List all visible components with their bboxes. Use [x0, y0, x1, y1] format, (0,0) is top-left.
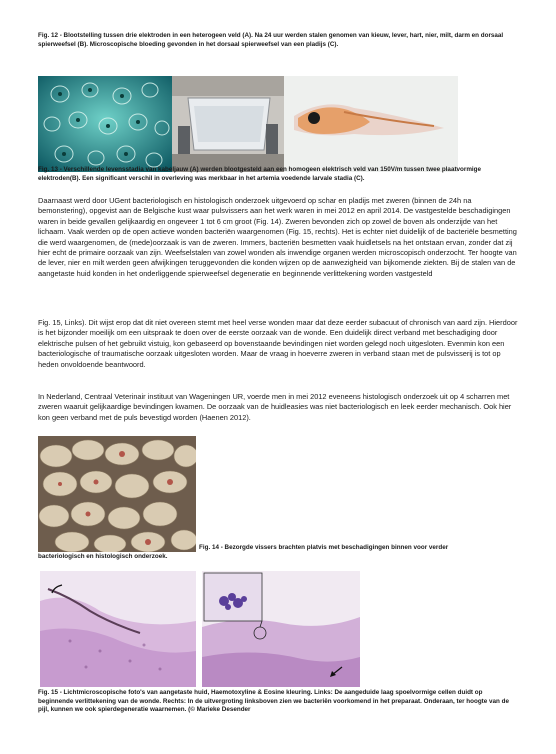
- histology-right-photo: [202, 571, 360, 687]
- electrode-tank-photo: [172, 76, 284, 172]
- cod-larva-photo: [284, 76, 458, 172]
- fig13-caption: Fig. 13 - Verschillende levensstadia van kabeljauw (A) werden blootgesteld aan een homogeen elektrisch veld van 150V/m tussen twee plaatvormige elektroden(B). Een significant verschil in overleving was merkbaar in het artemia voedende larvale stadia (C).: [38, 166, 482, 182]
- paragraph-3: In Nederland, Centraal Veterinair instituut van Wageningen UR, voerde men in mei 2012 eveneens histologisch onderzoek uit op 4 scharren met zweren waaruit gelijkaardige bevindingen kwamen. De oorzaak van de huidleasies was niet bacteriologisch en leek eerder mechanisch. Ook hier kon geen verband met de puls bevestigd worden (Haenen 2012).: [38, 392, 512, 422]
- paragraph-2: Fig. 15, Links). Dit wijst erop dat dit niet overeen stemt met heel verse wonden maar dat deze eerder subacuut of chronisch van aard zijn. Hierdoor is het bijzonder moeilijk om een uitspraak te doen over de eerste oorzaak van de wonde. Een duidelijk direct verband met beschadiging door elektrische pulsen of het gebruikt vistuig, kon gebaseerd op bovenstaande bevindingen niet worden gelegd noch uitgesloten. Evenmin kon een bacteriologische of traumatische oorzaak uitgesloten worden. Maar de vraag in hoeverre zweren in verband staan met de pulsvisserij is tot op heden onvoldoende beantwoord.: [38, 318, 518, 369]
- fig15-caption: Fig. 15 - Lichtmicroscopische foto's van aangetaste huid, Haemotoxyline & Eosine kleuring. Links: De aangeduide laag spoelvormige cellen duidt op beginnende verlittekening van de wonde. Rechts: In de uitvergroting linksboven zien we bacteriën voorkomend in het preparaat. Onderaan, ter hoogte van de pijl, kunnen we ook spierdegeneratie waarnemen. (© Marieke Desender: [38, 689, 509, 714]
- fig12-caption: Fig. 12 - Blootstelling tussen drie elektroden in een heterogeen veld (A). Na 24 uur werden stalen genomen van kieuw, lever, hart, nier, milt, darm en dorsaal spierweefsel (B). Microscopische bloeding gevonden in het dorsaal spierweefsel van een pladijs (C).: [38, 32, 504, 48]
- fig14-caption-line-2: bacteriologisch en histologisch onderzoek.: [38, 553, 168, 560]
- paragraph-1: Daarnaast werd door UGent bacteriologisch en histologisch onderzoek uitgevoerd op schar en pladijs met zweren (binnen de 24h na bemonstering), opgevist aan de Belgische kust waar pulsvissers aan het werk waren in mei 2012 en april 2014. De vastgestelde beschadigingen waren in beide gevallen gelijkaardig en ongeveer 1 tot 6 cm groot (Fig. 14). Zweren bevonden zich op zowel de boven als onderzijde van het lichaam. Vaak werden op de open actieve wonden bacteriën waargenomen (Fig. 15, rechts). Het is echter niet duidelijk of de bacteriële besmetting die werd waargenomen, de (mede)oorzaak is van de zweren. Immers, bacteriën besmetten vaak huidletsels na het ontstaan ervan, zonder dat zij hier echt de primaire oorzaak van zijn. Weefselstalen van zowel wonden als inwendige organen werden microscopisch onderzocht. Ter hoogte van de lever, nier en milt werden geen afwijkingen teruggevonden die konden wijzen op de aanwezigheid van bijkomende ziekten. Bij de stalen van de aangetaste huid konden in het onderliggende spierweefsel degeneratie en beginnende verlittekening worden vastgesteld: [38, 196, 517, 278]
- cod-larvae-photo: [38, 76, 172, 172]
- damaged-flatfish-photo: [38, 436, 196, 552]
- histology-left-photo: [40, 571, 196, 687]
- fig14-caption-line-1: Fig. 14 - Bezorgde vissers brachten platvis met beschadigingen binnen voor verder: [199, 544, 449, 551]
